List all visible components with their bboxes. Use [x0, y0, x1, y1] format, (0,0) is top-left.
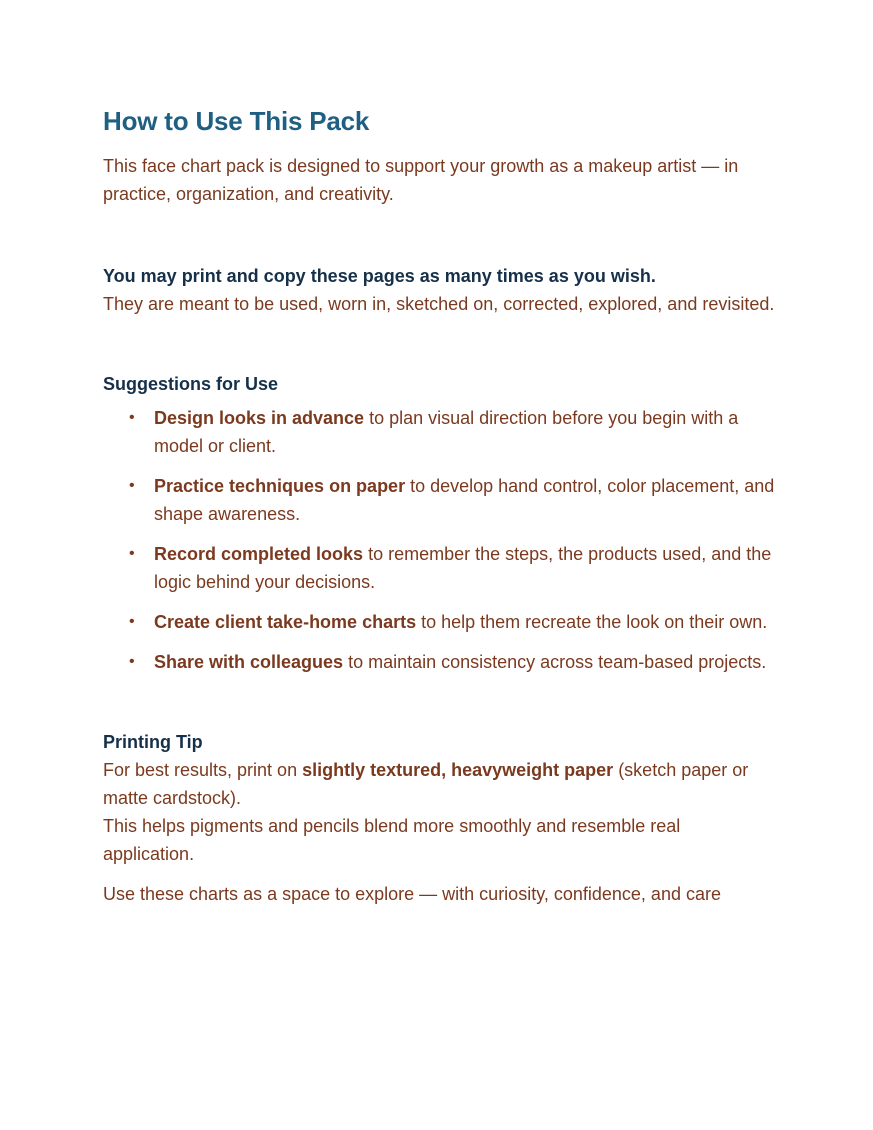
suggestion-text: to remember the steps, the products used, and the logic behind your decisions.: [154, 544, 772, 592]
usage-text: They are meant to be used, worn in, sketched on, corrected, explored, and revisited.: [103, 294, 775, 314]
bullet-icon: •: [129, 545, 135, 562]
printing-tip-line2: This helps pigments and pencils blend more smoothly and resemble real application.: [103, 816, 681, 864]
list-item: [103, 472, 775, 528]
printing-tip-line1: [103, 756, 775, 812]
printing-tip-section: [103, 728, 775, 868]
suggestion-text: to plan visual direction before you begin with a model or client.: [154, 408, 739, 456]
list-item: [103, 648, 775, 676]
suggestion-text: to help them recreate the look on their own.: [416, 612, 768, 632]
printing-tip-heading: Printing Tip: [103, 732, 203, 752]
bullet-icon: •: [129, 613, 135, 630]
usage-heading: You may print and copy these pages as many times as you wish.: [103, 266, 656, 286]
list-item: [103, 404, 775, 460]
bullet-icon: •: [129, 653, 135, 670]
intro-paragraph: This face chart pack is designed to support your growth as a makeup artist — in practice, organization, and creativity.: [103, 156, 739, 204]
printing-tip-pre: For best results, print on: [103, 760, 303, 780]
printing-tip-post: (sketch paper or matte cardstock).: [103, 760, 749, 808]
suggestion-bold: Design looks in advance: [154, 408, 365, 428]
closing-paragraph: Use these charts as a space to explore — with curiosity, confidence, and care: [103, 884, 721, 904]
suggestion-text: to maintain consistency across team-based projects.: [343, 652, 767, 672]
list-item: [103, 608, 775, 636]
printing-tip-bold: slightly textured, heavyweight paper: [302, 760, 614, 780]
document-page: [103, 104, 775, 908]
bullet-icon: •: [129, 409, 135, 426]
suggestion-bold: Record completed looks: [154, 544, 364, 564]
bullet-icon: •: [129, 477, 135, 494]
list-item: [103, 540, 775, 596]
suggestions-heading: Suggestions for Use: [103, 374, 279, 394]
suggestion-text: to develop hand control, color placement, and shape awareness.: [154, 476, 775, 524]
suggestion-bold: Create client take-home charts: [154, 612, 417, 632]
suggestion-bold: Share with colleagues: [154, 652, 344, 672]
usage-section: [103, 262, 775, 318]
suggestions-list: [103, 404, 775, 676]
page-title: How to Use This Pack: [103, 106, 370, 136]
suggestion-bold: Practice techniques on paper: [154, 476, 406, 496]
